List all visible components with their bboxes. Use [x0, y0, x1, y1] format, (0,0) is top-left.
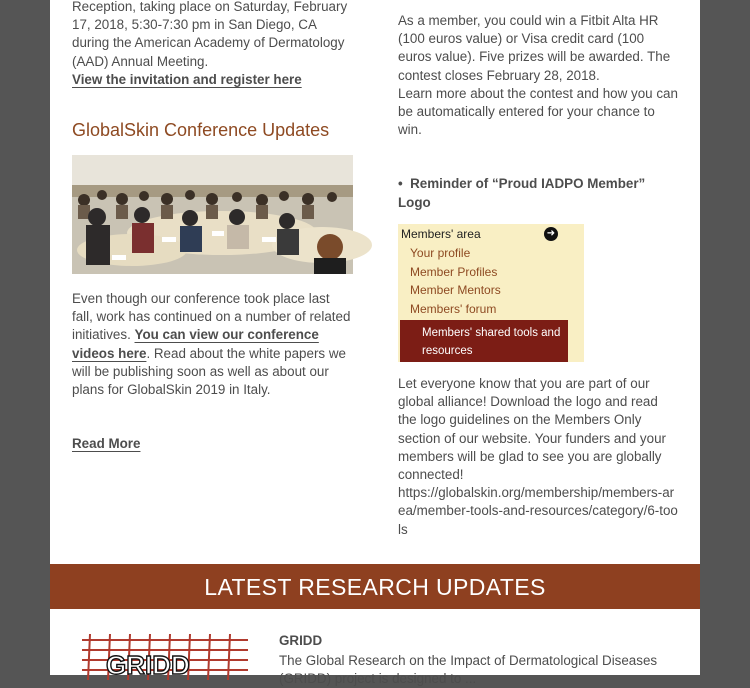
logo-url: https://globalskin.org/membership/members-area/member-tools-and-resources/category/6-tools — [398, 485, 678, 537]
menu-active-label: Members' shared tools and resources — [422, 327, 561, 357]
gridd-logo — [80, 632, 250, 682]
logo-reminder-heading — [398, 175, 680, 212]
members-area-menu-image — [398, 224, 584, 362]
arrow-right-icon: ➜ — [544, 227, 558, 241]
read-more-link[interactable]: Read More — [72, 436, 141, 451]
conference-text-2: . Read about the white papers we will be publishing soon as well as about our plans for GlobalSkin 2019 in Italy. — [72, 345, 346, 398]
logo-reminder-title: Reminder of “Proud IADPO Member” Logo — [398, 176, 646, 210]
gridd-logo-text: GRIDD — [106, 650, 190, 680]
invitation-link[interactable]: View the invitation and register here — [72, 71, 302, 87]
banner-title: LATEST RESEARCH UPDATES — [204, 574, 546, 600]
research-banner — [50, 564, 700, 609]
bullet-icon: • — [398, 176, 411, 191]
menu-item-your-profile: Your profile — [410, 246, 471, 260]
videos-link[interactable]: You can view our conference videos here — [72, 327, 319, 361]
logo-guidelines-text: Let everyone know that you are part of our global alliance! Download the logo and read the logo guidelines on the Members Only section of our website. Your funders and your members will be glad to see you are globally connected! — [398, 376, 666, 483]
reception-text: Reception, taking place on Saturday, February 17, 2018, 5:30-7:30 pm in San Diego, CA during the American Academy of Dermatology (AAD) Annual Meeting. — [72, 0, 348, 69]
conference-text-1: Even though our conference took place last fall, work has continued on a number of related initiatives. — [72, 291, 351, 343]
contest-more-text: Learn more about the contest and how you can be automatically entered for your chance to win. — [398, 85, 678, 138]
menu-item-shared-tools — [400, 320, 568, 362]
section-heading: GlobalSkin Conference Updates — [72, 120, 330, 140]
menu-item-member-profiles: Member Profiles — [410, 265, 498, 279]
conference-paragraph — [72, 290, 354, 399]
research-title: GRIDD — [279, 633, 323, 648]
research-description: The Global Research on the Impact of Dermatological Diseases (GRIDD) project is designed to ... — [279, 653, 658, 687]
menu-title: Members' area — [401, 227, 481, 241]
conference-photo — [72, 155, 353, 274]
menu-item-member-mentors: Member Mentors — [410, 283, 501, 297]
contest-text: As a member, you could win a Fitbit Alta HR (100 euros value) or Visa credit card (100 euros value). Five prizes will be awarded. The contest closes February 28, 2018. — [398, 13, 671, 83]
menu-item-members-forum: Members' forum — [410, 302, 497, 316]
newsletter-sheet — [50, 0, 700, 687]
